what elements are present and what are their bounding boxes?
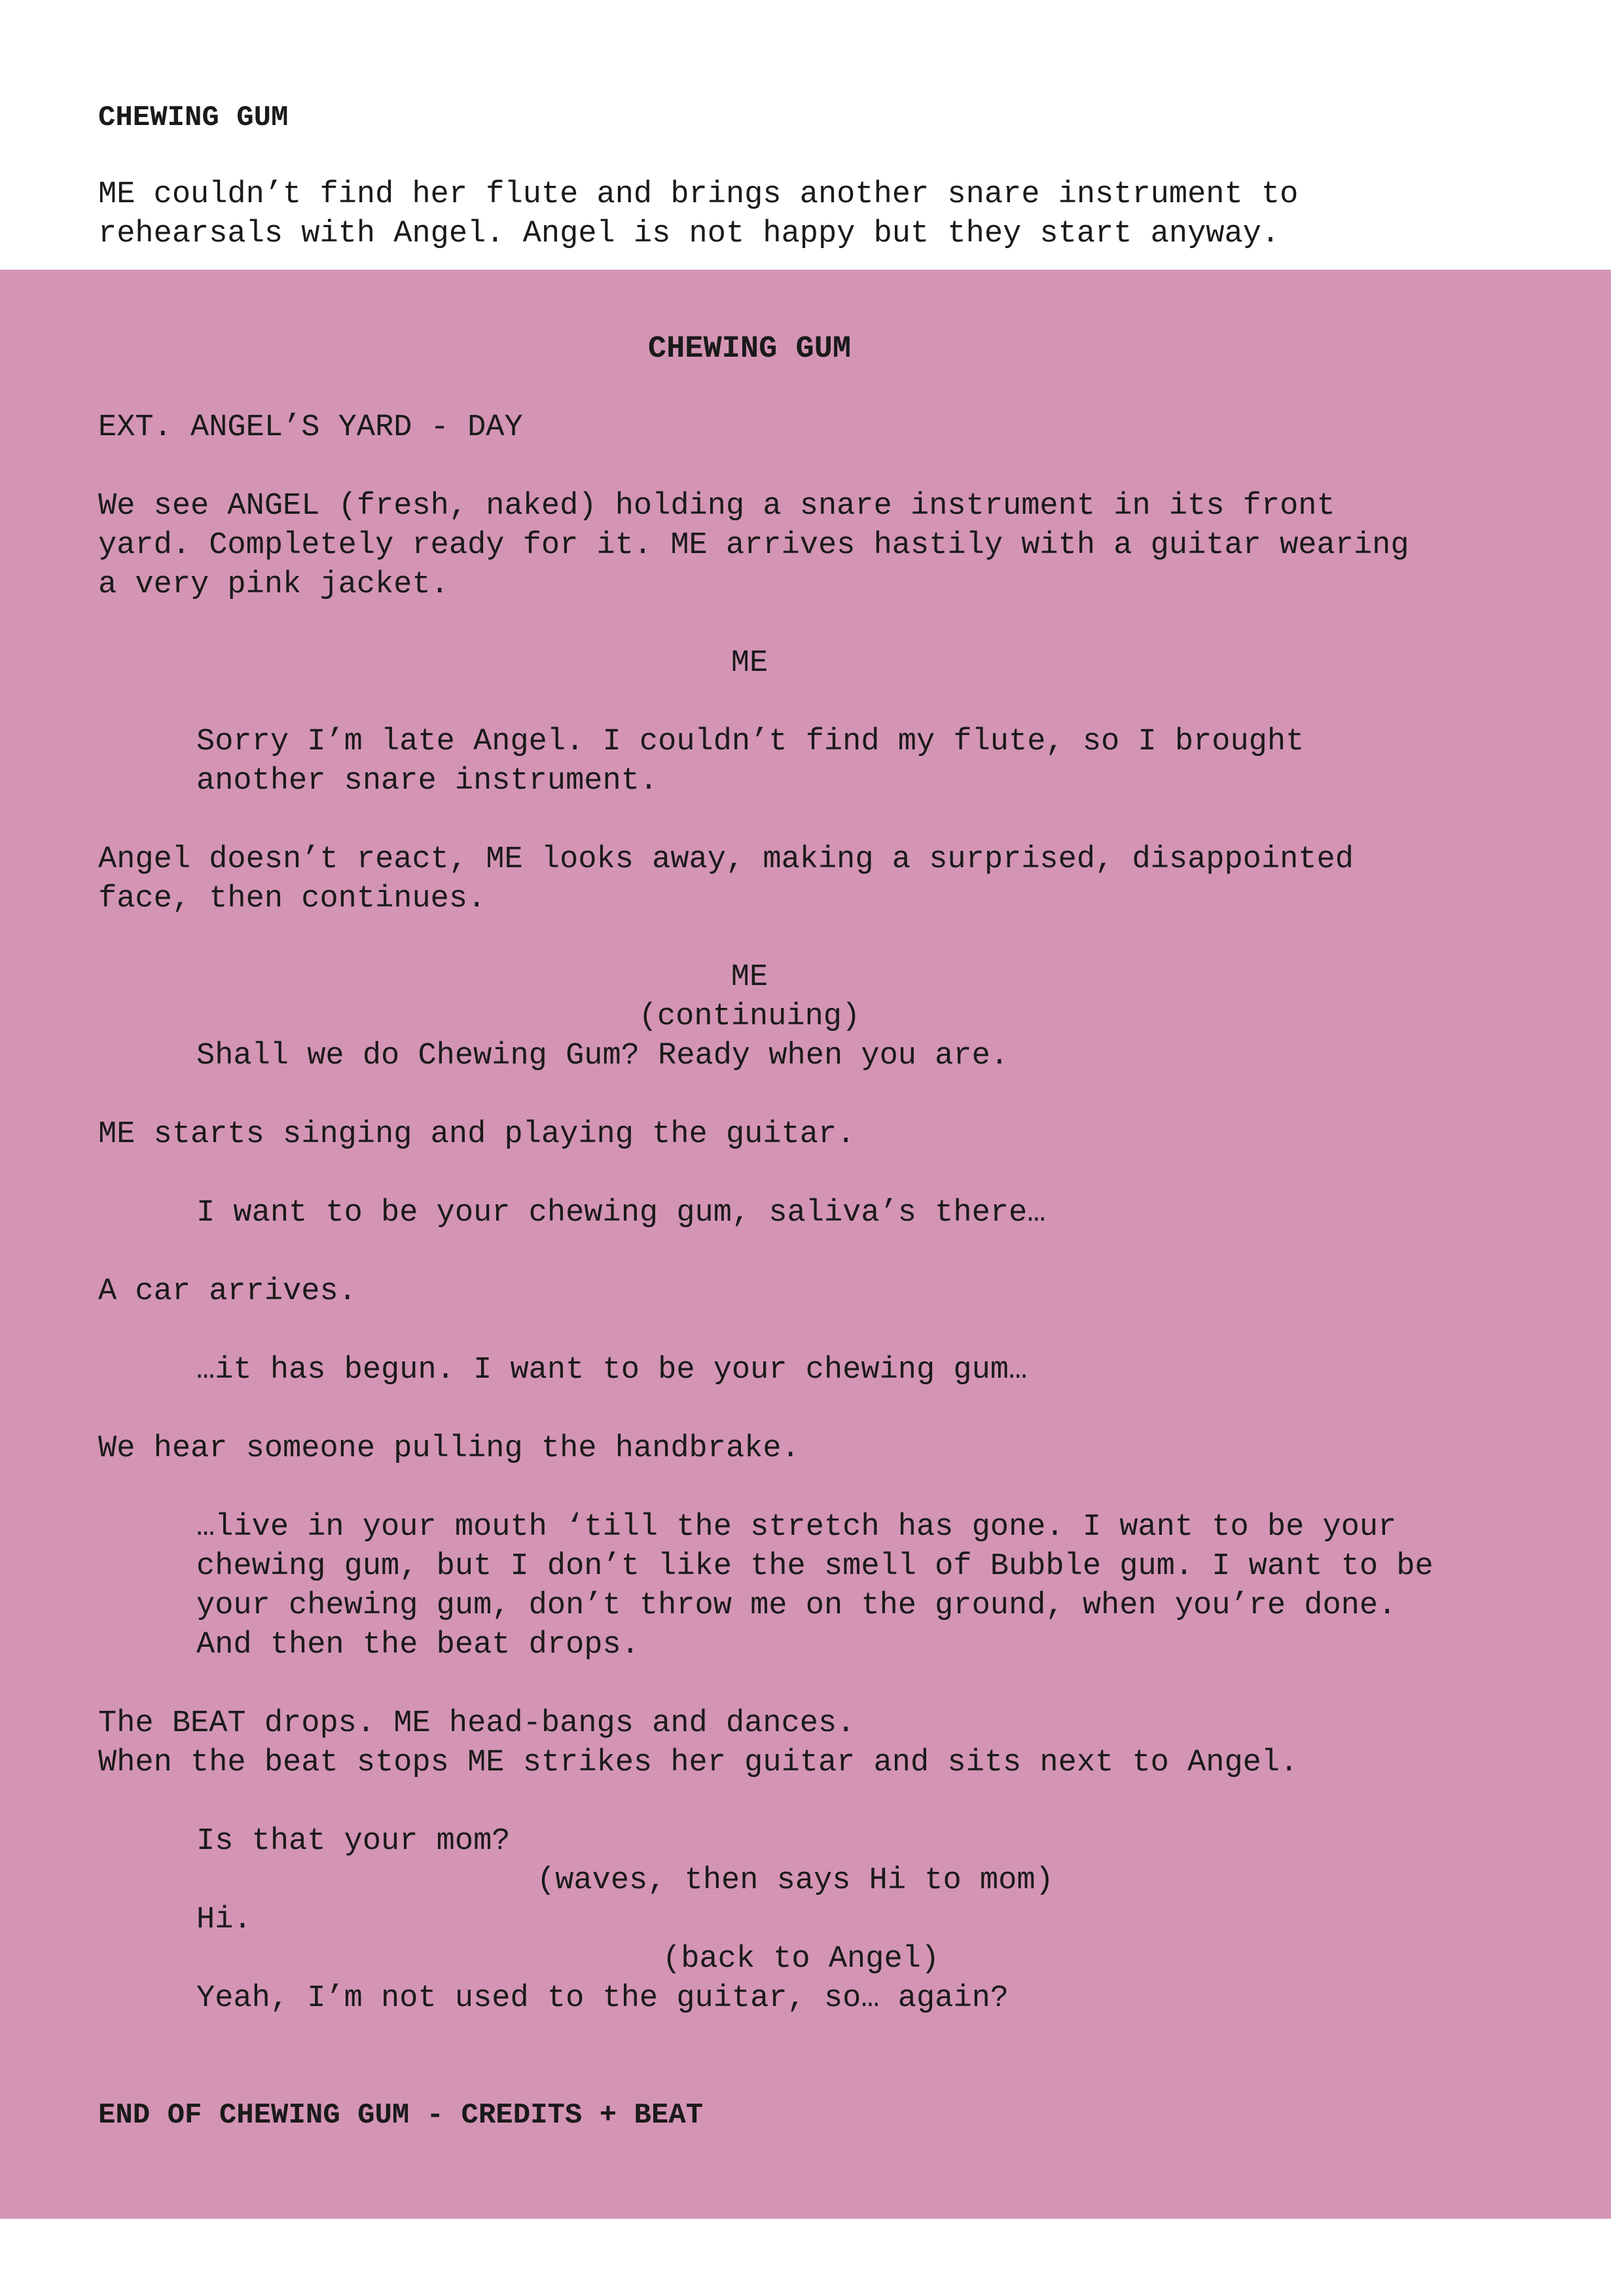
character-name: ME	[731, 646, 768, 681]
lyric-line: …it has begun. I want to be your chewing gum…	[196, 1353, 1028, 1388]
dialogue-line: Sorry I’m late Angel. I couldn’t find my flute, so I brought another snare instrument.	[196, 725, 1305, 798]
action-line: ME starts singing and playing the guitar.	[98, 1117, 856, 1152]
parenthetical: (waves, then says Hi to mom)	[537, 1863, 1054, 1898]
action-line: Angel doesn’t react, ME looks away, making a surprised, disappointed face, then continues.	[98, 842, 1354, 916]
scene-summary: ME couldn’t find her flute and brings another snare instrument to rehearsals with Angel. Angel is not happy but they start anyway.	[98, 177, 1299, 251]
dialogue-line: Is that your mom?	[196, 1824, 511, 1859]
parenthetical: (continuing)	[638, 999, 861, 1034]
action-line: The BEAT drops. ME head-bangs and dances. When the beat stops ME strikes her guitar and sits next to Angel.	[98, 1706, 1299, 1780]
character-name: ME	[731, 960, 768, 995]
scene-heading: EXT. ANGEL’S YARD - DAY	[98, 410, 523, 445]
screenplay	[98, 330, 1538, 2135]
action-line: A car arrives.	[98, 1274, 357, 1309]
end-line: END OF CHEWING GUM - CREDITS + BEAT	[98, 2099, 704, 2132]
dialogue-line: Shall we do Chewing Gum? Ready when you are.	[196, 1039, 1009, 1073]
dialogue-line: Yeah, I’m not used to the guitar, so… again?	[196, 1981, 1009, 2016]
page-header	[98, 98, 1538, 254]
script-title: CHEWING GUM	[647, 332, 852, 367]
page-title: CHEWING GUM	[98, 101, 289, 134]
action-line: We see ANGEL (fresh, naked) holding a snare instrument in its front yard. Completely ready for it. ME arrives hastily with a guitar wearing a very pink jacket.	[98, 489, 1409, 602]
lyric-line: I want to be your chewing gum, saliva’s there…	[196, 1196, 1046, 1230]
action-line: We hear someone pulling the handbrake.	[98, 1431, 800, 1466]
script-panel	[0, 270, 1611, 2219]
dialogue-line: Hi.	[196, 1903, 252, 1937]
parenthetical: (back to Angel)	[662, 1942, 940, 1977]
lyric-line: …live in your mouth ‘till the stretch has gone. I want to be your chewing gum, but I don’t like the smell of Bubble gum. I want to be your chewing gum, don’t throw me on the ground, when you’re done. And then the beat drops.	[196, 1510, 1434, 1662]
